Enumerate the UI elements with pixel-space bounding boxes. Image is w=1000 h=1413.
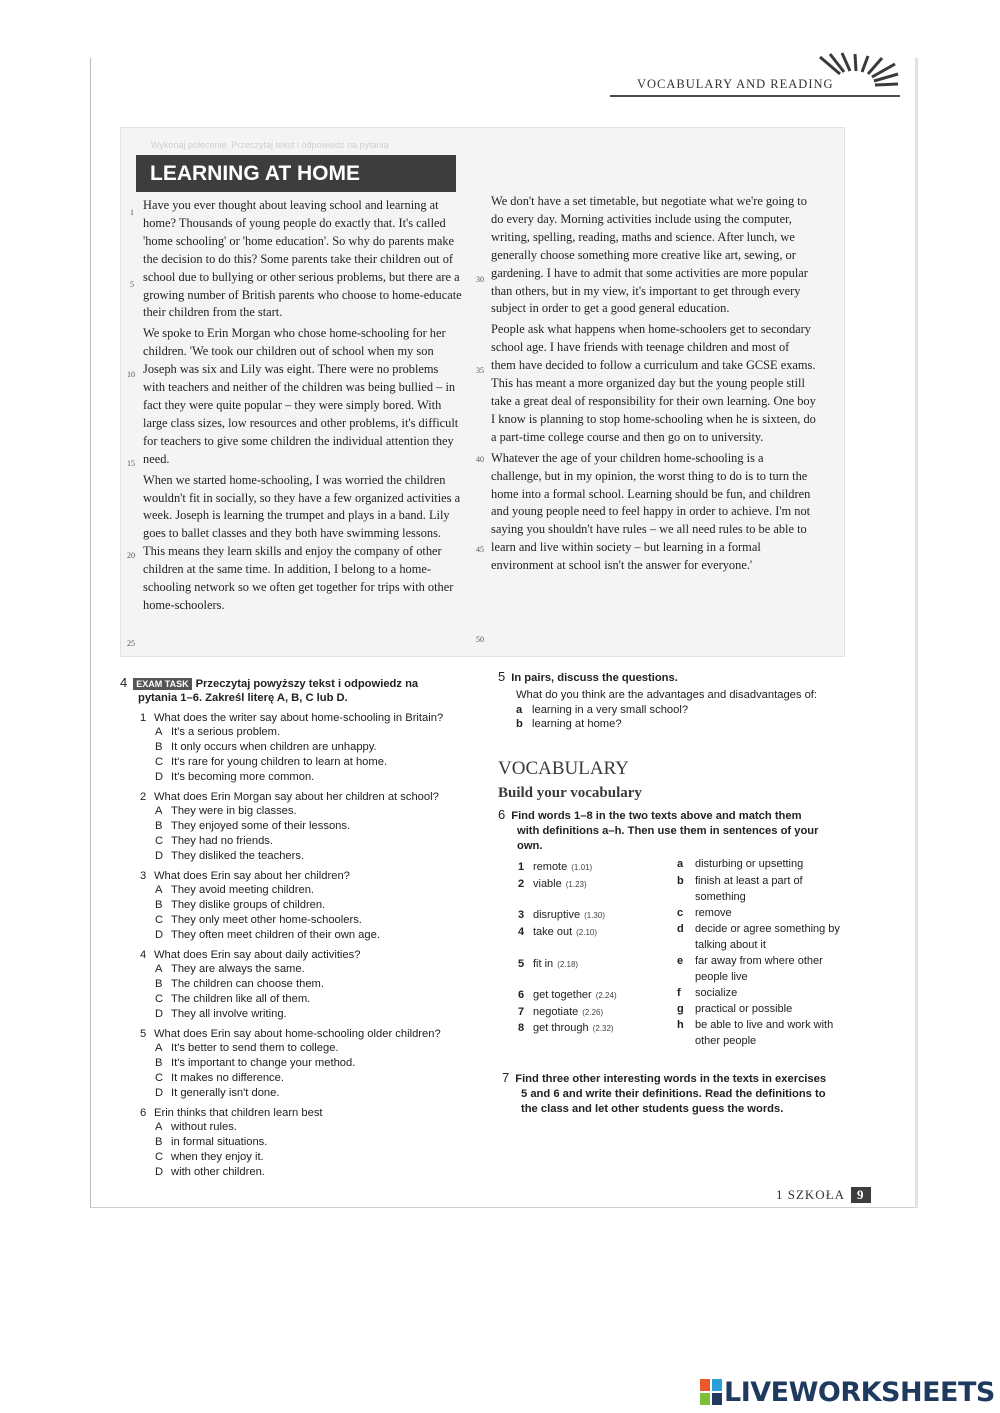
question-item — [140, 869, 480, 943]
vocabulary-heading: VOCABULARY — [498, 758, 629, 779]
brand-name: LIVEWORKSHEETS — [724, 1376, 995, 1408]
page-footer — [776, 1187, 871, 1203]
question-number: 1 — [140, 711, 147, 724]
answer-option[interactable] — [140, 819, 480, 834]
question-number: 6 — [140, 1106, 147, 1119]
question-list — [120, 711, 480, 1180]
question-number: 4 — [140, 948, 147, 961]
exercise-instruction: In pairs, discuss the questions. — [511, 672, 678, 684]
option-letter: A — [155, 726, 163, 739]
word-item: 3 disruptive (1.30) — [518, 909, 605, 921]
paragraph: We don't have a set timetable, but negotiate what we're going to do every day. Morning activities include using the computer, writing, spelling, reading, maths and science. After lunch, we generally choose something more creative like art, sewing, or gardening. I have to admit that some activities are more popular than others, but in my view, it's important to get through every subject in order to get a good general education. — [491, 194, 808, 316]
option-text: It generally isn't done. — [171, 1086, 280, 1099]
question-label: What does the writer say about home-schooling in Britain? — [154, 711, 444, 724]
answer-option[interactable] — [140, 755, 480, 770]
option-text: when they enjoy it. — [171, 1150, 264, 1163]
exercise-instruction: 5 and 6 and write their definitions. Read the definitions to — [521, 1087, 826, 1100]
definition-item: b finish at least a part of something — [677, 875, 803, 903]
question-text — [140, 948, 480, 963]
answer-option[interactable] — [140, 1056, 480, 1071]
option-text: in formal situations. — [171, 1136, 268, 1149]
exam-task-badge: EXAM TASK — [133, 678, 191, 690]
option-text: They often meet children of their own age. — [171, 928, 380, 941]
paragraph: People ask what happens when home-schoolers get to secondary school age. I have friends with teenage children and most of them have decided to follow a curriculum and take GCSE exams. This has meant a more organized day but the young people still take a great deal of responsibility for their own learning. One boy I know is planning to stop home-schooling when he is sixteen, do a part-time college course and then go on to university. — [491, 322, 816, 444]
option-letter: C — [155, 913, 164, 926]
exercise-instruction: pytania 1–6. Zakreśl literę A, B, C lub D. — [138, 691, 348, 704]
definition-item: a disturbing or upsetting — [677, 858, 804, 870]
option-letter: B — [155, 1136, 163, 1149]
answer-option[interactable] — [140, 913, 480, 928]
word-item: 1 remote (1.01) — [518, 861, 593, 873]
option-letter: B — [155, 978, 163, 991]
line-number: 20 — [127, 551, 135, 560]
question-text — [140, 790, 480, 805]
option-letter: D — [155, 849, 164, 862]
line-number: 10 — [127, 370, 135, 379]
line-number: 15 — [127, 459, 135, 468]
option-text: They all involve writing. — [171, 1007, 287, 1020]
question-item — [140, 711, 480, 785]
answer-option[interactable] — [140, 740, 480, 755]
article-title: LEARNING AT HOME — [136, 155, 456, 192]
liveworksheets-logo — [700, 1375, 995, 1409]
question-label: What does Erin say about home-schooling older children? — [154, 1027, 441, 1040]
answer-option[interactable] — [140, 1041, 480, 1056]
answer-option[interactable] — [140, 1150, 480, 1165]
option-text: It only occurs when children are unhappy. — [171, 741, 377, 754]
unit-number: 1 — [776, 1187, 784, 1202]
question-label: What does Erin say about her children? — [154, 869, 350, 882]
option-letter: A — [155, 1042, 163, 1055]
header-rule — [610, 95, 900, 97]
option-text: It's becoming more common. — [171, 770, 315, 783]
line-number: 25 — [127, 639, 135, 648]
faint-instruction: Wykonaj polecenie. Przeczytaj tekst i odpowiedz na pytania — [151, 140, 389, 150]
article-panel — [120, 127, 845, 657]
answer-option[interactable] — [140, 928, 480, 943]
question-number: 2 — [140, 790, 147, 803]
question-text — [140, 869, 480, 884]
answer-option[interactable] — [140, 770, 480, 785]
option-letter: B — [155, 741, 163, 754]
option-text: with other children. — [171, 1165, 265, 1178]
line-number: 5 — [130, 280, 134, 289]
exercise-prompt: What do you think are the advantages and disadvantages of: — [516, 688, 818, 701]
line-number: 40 — [476, 455, 484, 464]
option-text: It's a serious problem. — [171, 726, 281, 739]
unit-label: SZKOŁA — [787, 1187, 846, 1202]
option-letter: C — [155, 755, 164, 768]
option-letter: A — [155, 963, 163, 976]
definition-item: h be able to live and work with other people — [677, 1019, 834, 1047]
liveworksheets-logo-icon — [700, 1379, 722, 1405]
vocabulary-subheading: Build your vocabulary — [498, 785, 642, 801]
question-number: 3 — [140, 869, 147, 882]
paragraph: When we started home-schooling, I was worried the children wouldn't fit in socially, so they have a few organized activities a week. Joseph is learning the trumpet and plays in a band. Lily goes to ballet classes and they both have swimming lessons. This means they learn skills and enjoy the company of other children at the same time. In addition, I belong to a home-schooling network so we often get together for trips with other home-schoolers. — [143, 472, 461, 612]
word-item: 7 negotiate (2.26) — [518, 1006, 604, 1018]
paragraph: Have you ever thought about leaving school and learning at home? Thousands of young people do exactly that. It's called 'home schooling' or 'home education'. So why do parents make the decision to do this? Some parents take their children out of school due to bullying or other serious problems, but there are a growing number of British parents who choose to home-educate their children from the start. — [143, 198, 462, 320]
option-text: It's rare for young children to learn at home. — [171, 755, 388, 768]
exercise-number: 6 — [498, 807, 506, 822]
exercise-number: 4 — [120, 675, 128, 690]
answer-option[interactable] — [140, 1120, 480, 1135]
option-text: The children like all of them. — [171, 992, 311, 1005]
option-text: They had no friends. — [171, 834, 273, 847]
section-header: VOCABULARY AND READING — [637, 77, 834, 91]
option-letter: C — [155, 992, 164, 1005]
option-letter: A — [155, 1121, 163, 1134]
question-item — [140, 790, 480, 864]
option-letter: D — [155, 1086, 164, 1099]
definition-item: e far away from where other people live — [677, 955, 823, 983]
paragraph: Whatever the age of your children home-schooling is a challenge, but in my opinion, the worst thing to do is to turn the home into a formal school. Learning should be fun, and children and young people need to feel happy in order to achieve. I'm not saying you shouldn't have rules – we all need rules to be able to learn and live within society – but learning in a formal environment at school isn't the answer for everyone.' — [491, 450, 811, 573]
line-number: 35 — [476, 366, 484, 375]
question-label: Erin thinks that children learn best — [154, 1106, 323, 1119]
answer-option[interactable] — [140, 804, 480, 819]
option-letter: D — [155, 1007, 164, 1020]
option-letter: B — [155, 899, 163, 912]
exercise-4 — [120, 676, 480, 1180]
question-number: 5 — [140, 1027, 147, 1040]
answer-option[interactable] — [140, 1086, 480, 1101]
word-item: 8 get through (2.32) — [518, 1022, 614, 1034]
question-label: What does Erin Morgan say about her children at school? — [154, 790, 439, 803]
exercise-instruction: Find three other interesting words in the texts in exercises — [515, 1073, 827, 1085]
definition-item: g practical or possible — [677, 1003, 793, 1015]
list-item: a learning in a very small school? — [516, 703, 689, 716]
list-item: b learning at home? — [516, 718, 622, 731]
option-text: They enjoyed some of their lessons. — [171, 820, 351, 833]
option-letter: C — [155, 1071, 164, 1084]
article-column-right — [491, 193, 817, 578]
answer-option[interactable] — [140, 834, 480, 849]
question-text — [140, 711, 480, 726]
definition-item: d decide or agree something by talking about it — [677, 923, 840, 951]
option-letter: C — [155, 834, 164, 847]
exercise-instruction: with definitions a–h. Then use them in sentences of your — [517, 824, 819, 837]
option-letter: D — [155, 1165, 164, 1178]
word-item: 5 fit in (2.18) — [518, 958, 579, 970]
word-item: 4 take out (2.10) — [518, 926, 598, 938]
scan-left-edge — [90, 58, 91, 1208]
question-text — [140, 1027, 480, 1042]
line-number: 30 — [476, 275, 484, 284]
answer-option[interactable] — [140, 1007, 480, 1022]
option-letter: A — [155, 884, 163, 897]
exercise-instruction: Przeczytaj powyższy tekst i odpowiedz na — [195, 678, 419, 690]
line-number: 50 — [476, 635, 484, 644]
answer-option[interactable] — [140, 849, 480, 864]
article-column-left — [143, 197, 463, 618]
paragraph: We spoke to Erin Morgan who chose home-schooling for her children. 'We took our children out of school when my son Joseph was six and Lily was eight. There were no problems with teachers and neither of the children was being bullied – in fact they were quite popular – they were simply bored. With large class sizes, low resources and other problems, it's difficult for teachers to give some children the individual attention they need. — [143, 326, 459, 466]
question-item — [140, 1106, 480, 1180]
option-letter: B — [155, 820, 163, 833]
question-label: What does Erin say about daily activities? — [154, 948, 361, 961]
scan-bottom-edge — [90, 1207, 918, 1208]
answer-option[interactable] — [140, 977, 480, 992]
line-number: 1 — [130, 208, 134, 217]
exercise-number: 7 — [502, 1070, 510, 1085]
word-item: 2 viable (1.23) — [518, 878, 587, 890]
option-letter: C — [155, 1150, 164, 1163]
answer-option[interactable] — [140, 1071, 480, 1086]
definition-item: c remove — [677, 907, 732, 919]
question-text — [140, 1106, 480, 1121]
answer-option[interactable] — [140, 962, 480, 977]
option-text: It's important to change your method. — [171, 1057, 356, 1070]
option-text: They only meet other home-schoolers. — [171, 913, 362, 926]
option-letter: D — [155, 928, 164, 941]
option-text: The children can choose them. — [171, 978, 324, 991]
exercise-6 — [498, 808, 843, 853]
answer-option[interactable] — [140, 883, 480, 898]
line-number: 45 — [476, 545, 484, 554]
option-text: They disliked the teachers. — [171, 849, 305, 862]
option-text: They were in big classes. — [171, 805, 297, 818]
scan-right-edge — [915, 58, 918, 1208]
option-text: without rules. — [171, 1121, 237, 1134]
exercise-instruction: own. — [517, 839, 543, 852]
answer-option[interactable] — [140, 898, 480, 913]
option-letter: A — [155, 805, 163, 818]
definition-item: f socialize — [677, 987, 738, 999]
option-text: They are always the same. — [171, 963, 305, 976]
answer-option[interactable] — [140, 725, 480, 740]
option-text: They avoid meeting children. — [171, 884, 315, 897]
exercise-instruction: Find words 1–8 in the two texts above and match them — [511, 810, 802, 822]
exercise-instruction: the class and let other students guess the words. — [521, 1102, 784, 1115]
option-letter: B — [155, 1057, 163, 1070]
answer-option[interactable] — [140, 992, 480, 1007]
question-item — [140, 1027, 480, 1101]
option-text: It makes no difference. — [171, 1071, 284, 1084]
word-item: 6 get together (2.24) — [518, 989, 617, 1001]
page-number: 9 — [851, 1187, 871, 1203]
exercise-5 — [498, 670, 838, 732]
exercise-7 — [502, 1071, 852, 1116]
answer-option[interactable] — [140, 1165, 480, 1180]
option-letter: D — [155, 770, 164, 783]
exercise-number: 5 — [498, 669, 506, 684]
question-item — [140, 948, 480, 1022]
answer-option[interactable] — [140, 1135, 480, 1150]
option-text: It's better to send them to college. — [171, 1042, 339, 1055]
option-text: They dislike groups of children. — [171, 899, 326, 912]
